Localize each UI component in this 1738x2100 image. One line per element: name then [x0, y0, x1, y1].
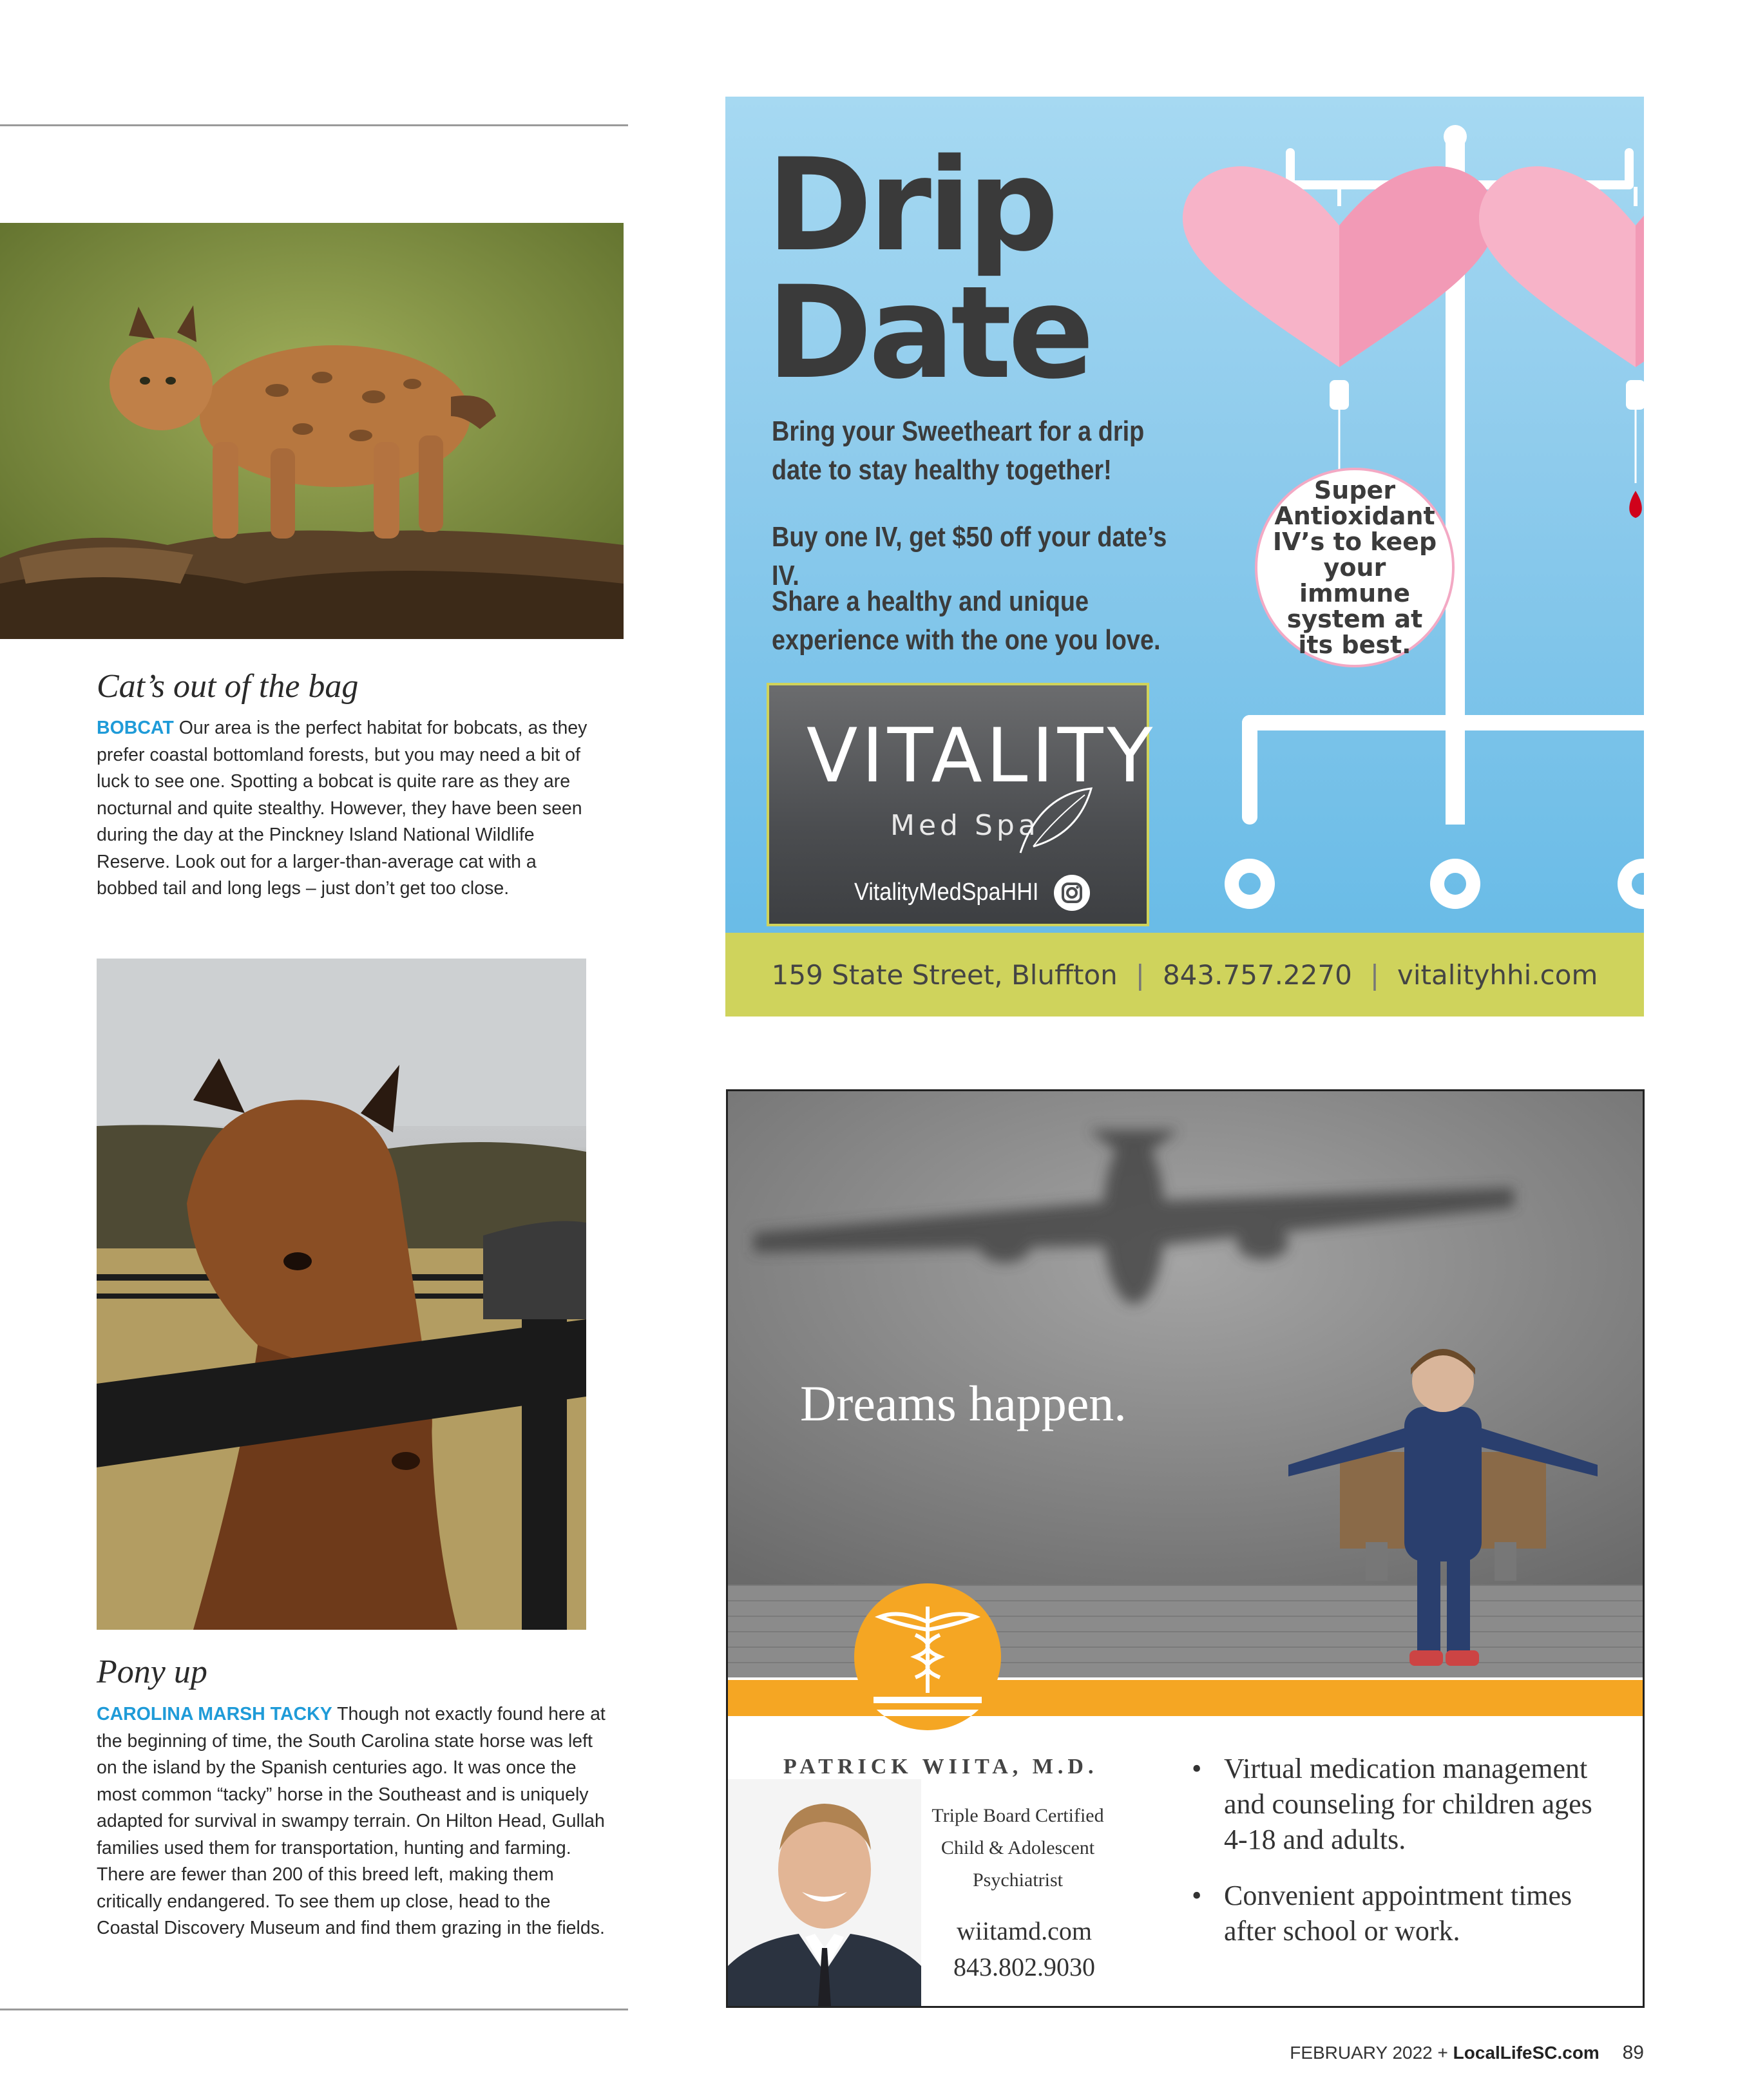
article-text-horse: Though not exactly found here at the beginning of time, the South Carolina state horse was left on the island by the Spanish centuries ago. It was once the most common “tacky” horse in the Southeast and is uniquely adapted for survival in swampy terrain. On Hilton Head, Gullah families used them for transportation, hunting and farming. There are fewer than 200 of this breed left, making them critically endangered. To see them up close, head to the Coastal Discovery Museum and find them grazing in the fields.: [97, 1704, 606, 1938]
article-body-bobcat: [97, 715, 593, 902]
doctor-headshot: [728, 1779, 921, 2006]
top-rule: [0, 124, 628, 126]
wiita-website[interactable]: wiitamd.com: [957, 1916, 1092, 1945]
boy-pilot-illustration: [1263, 1297, 1623, 1684]
vitality-logo[interactable]: [767, 683, 1157, 926]
horse-illustration: [97, 959, 586, 1630]
ad-headline: [767, 131, 1091, 407]
wiita-ad[interactable]: [726, 1089, 1645, 2008]
instagram-handle[interactable]: VitalityMedSpaHHI: [854, 879, 1039, 906]
leaf-icon: [1014, 782, 1098, 859]
folio-issue: FEBRUARY 2022: [1290, 2043, 1433, 2063]
doctor-credentials: [908, 1800, 1127, 1896]
bullet-icon: •: [1192, 1880, 1202, 1911]
folio-site[interactable]: LocalLifeSC.com: [1453, 2043, 1600, 2063]
vitality-website[interactable]: vitalityhhi.com: [1397, 959, 1598, 991]
article-title-bobcat: Cat’s out of the bag: [97, 668, 359, 705]
doctor-portrait: [728, 1779, 921, 2006]
page-folio: [1290, 2042, 1644, 2064]
cert-line-2: Child & Adolescent: [941, 1837, 1095, 1858]
service-item-2: Convenient appointment times after school or work.: [1224, 1880, 1572, 1947]
instagram-icon[interactable]: [1053, 873, 1091, 912]
caduceus-logo: [854, 1583, 1001, 1730]
badge-text: Super Antioxidant IV’s to keep your immune system at its best.: [1272, 476, 1437, 659]
service-item-1: Virtual medication management and counseling for children ages 4-18 and adults.: [1224, 1753, 1592, 1855]
logo-wordmark: VITALITY: [807, 712, 1157, 799]
vitality-phone[interactable]: 843.757.2270: [1162, 959, 1352, 991]
vitality-ad[interactable]: [725, 97, 1644, 1017]
article-kicker-horse: CAROLINA MARSH TACKY: [97, 1704, 332, 1724]
heart-bag-right: [1479, 166, 1644, 518]
list-item: [1192, 1751, 1617, 1857]
article-text-bobcat: Our area is the perfect habitat for bobcats, as they prefer coastal bottomland forests, but you may need a bit of luck to see one. Spotting a bobcat is quite rare as they are nocturnal and quite stealthy. However, they have been seen during the day at the Pinckney Island National Wildlife Reserve. Look out for a larger-than-average cat with a bobbed tail and long legs – just don’t get too close.: [97, 718, 587, 899]
ad-para-2: Buy one IV, get $50 off your date’s IV.: [772, 521, 1167, 591]
article-body-horse: [97, 1701, 617, 1942]
bobcat-illustration: [0, 223, 624, 639]
ad-headline: Dreams happen.: [800, 1375, 1127, 1431]
separator: |: [1370, 959, 1380, 991]
article-title-horse: Pony up: [97, 1654, 207, 1690]
cert-line-3: Psychiatrist: [973, 1869, 1063, 1891]
doctor-name: PATRICK WIITA, M.D.: [783, 1755, 1098, 1779]
bobcat-photo: [0, 223, 624, 639]
services-list: [1192, 1751, 1617, 1969]
dreams-photo: [728, 1091, 1643, 1677]
page-number: 89: [1622, 2042, 1644, 2063]
article-kicker-bobcat: BOBCAT: [97, 718, 174, 738]
ad-para-1: Bring your Sweetheart for a drip date to stay healthy together!: [772, 415, 1145, 486]
vitality-address: 159 State Street, Bluffton: [771, 959, 1118, 991]
folio-plus: +: [1437, 2043, 1448, 2063]
cert-line-1: Triple Board Certified: [931, 1805, 1104, 1826]
wiita-phone[interactable]: 843.802.9030: [953, 1952, 1095, 1981]
antioxidant-badge: [1255, 468, 1455, 667]
ad-headline-line2: Date: [767, 258, 1091, 407]
separator: |: [1135, 959, 1145, 991]
logo-subtitle: Med Spa: [890, 809, 1040, 842]
list-item: [1192, 1878, 1617, 1949]
bullet-icon: •: [1192, 1753, 1202, 1784]
ad-para-3: Share a healthy and unique experience with the one you love.: [772, 586, 1161, 656]
horse-photo: [97, 959, 586, 1630]
vitality-contact-bar: [725, 933, 1644, 1017]
ad-headline-line1: Drip: [767, 131, 1055, 280]
bottom-rule: [0, 2009, 628, 2010]
caduceus-icon: [854, 1583, 1001, 1730]
